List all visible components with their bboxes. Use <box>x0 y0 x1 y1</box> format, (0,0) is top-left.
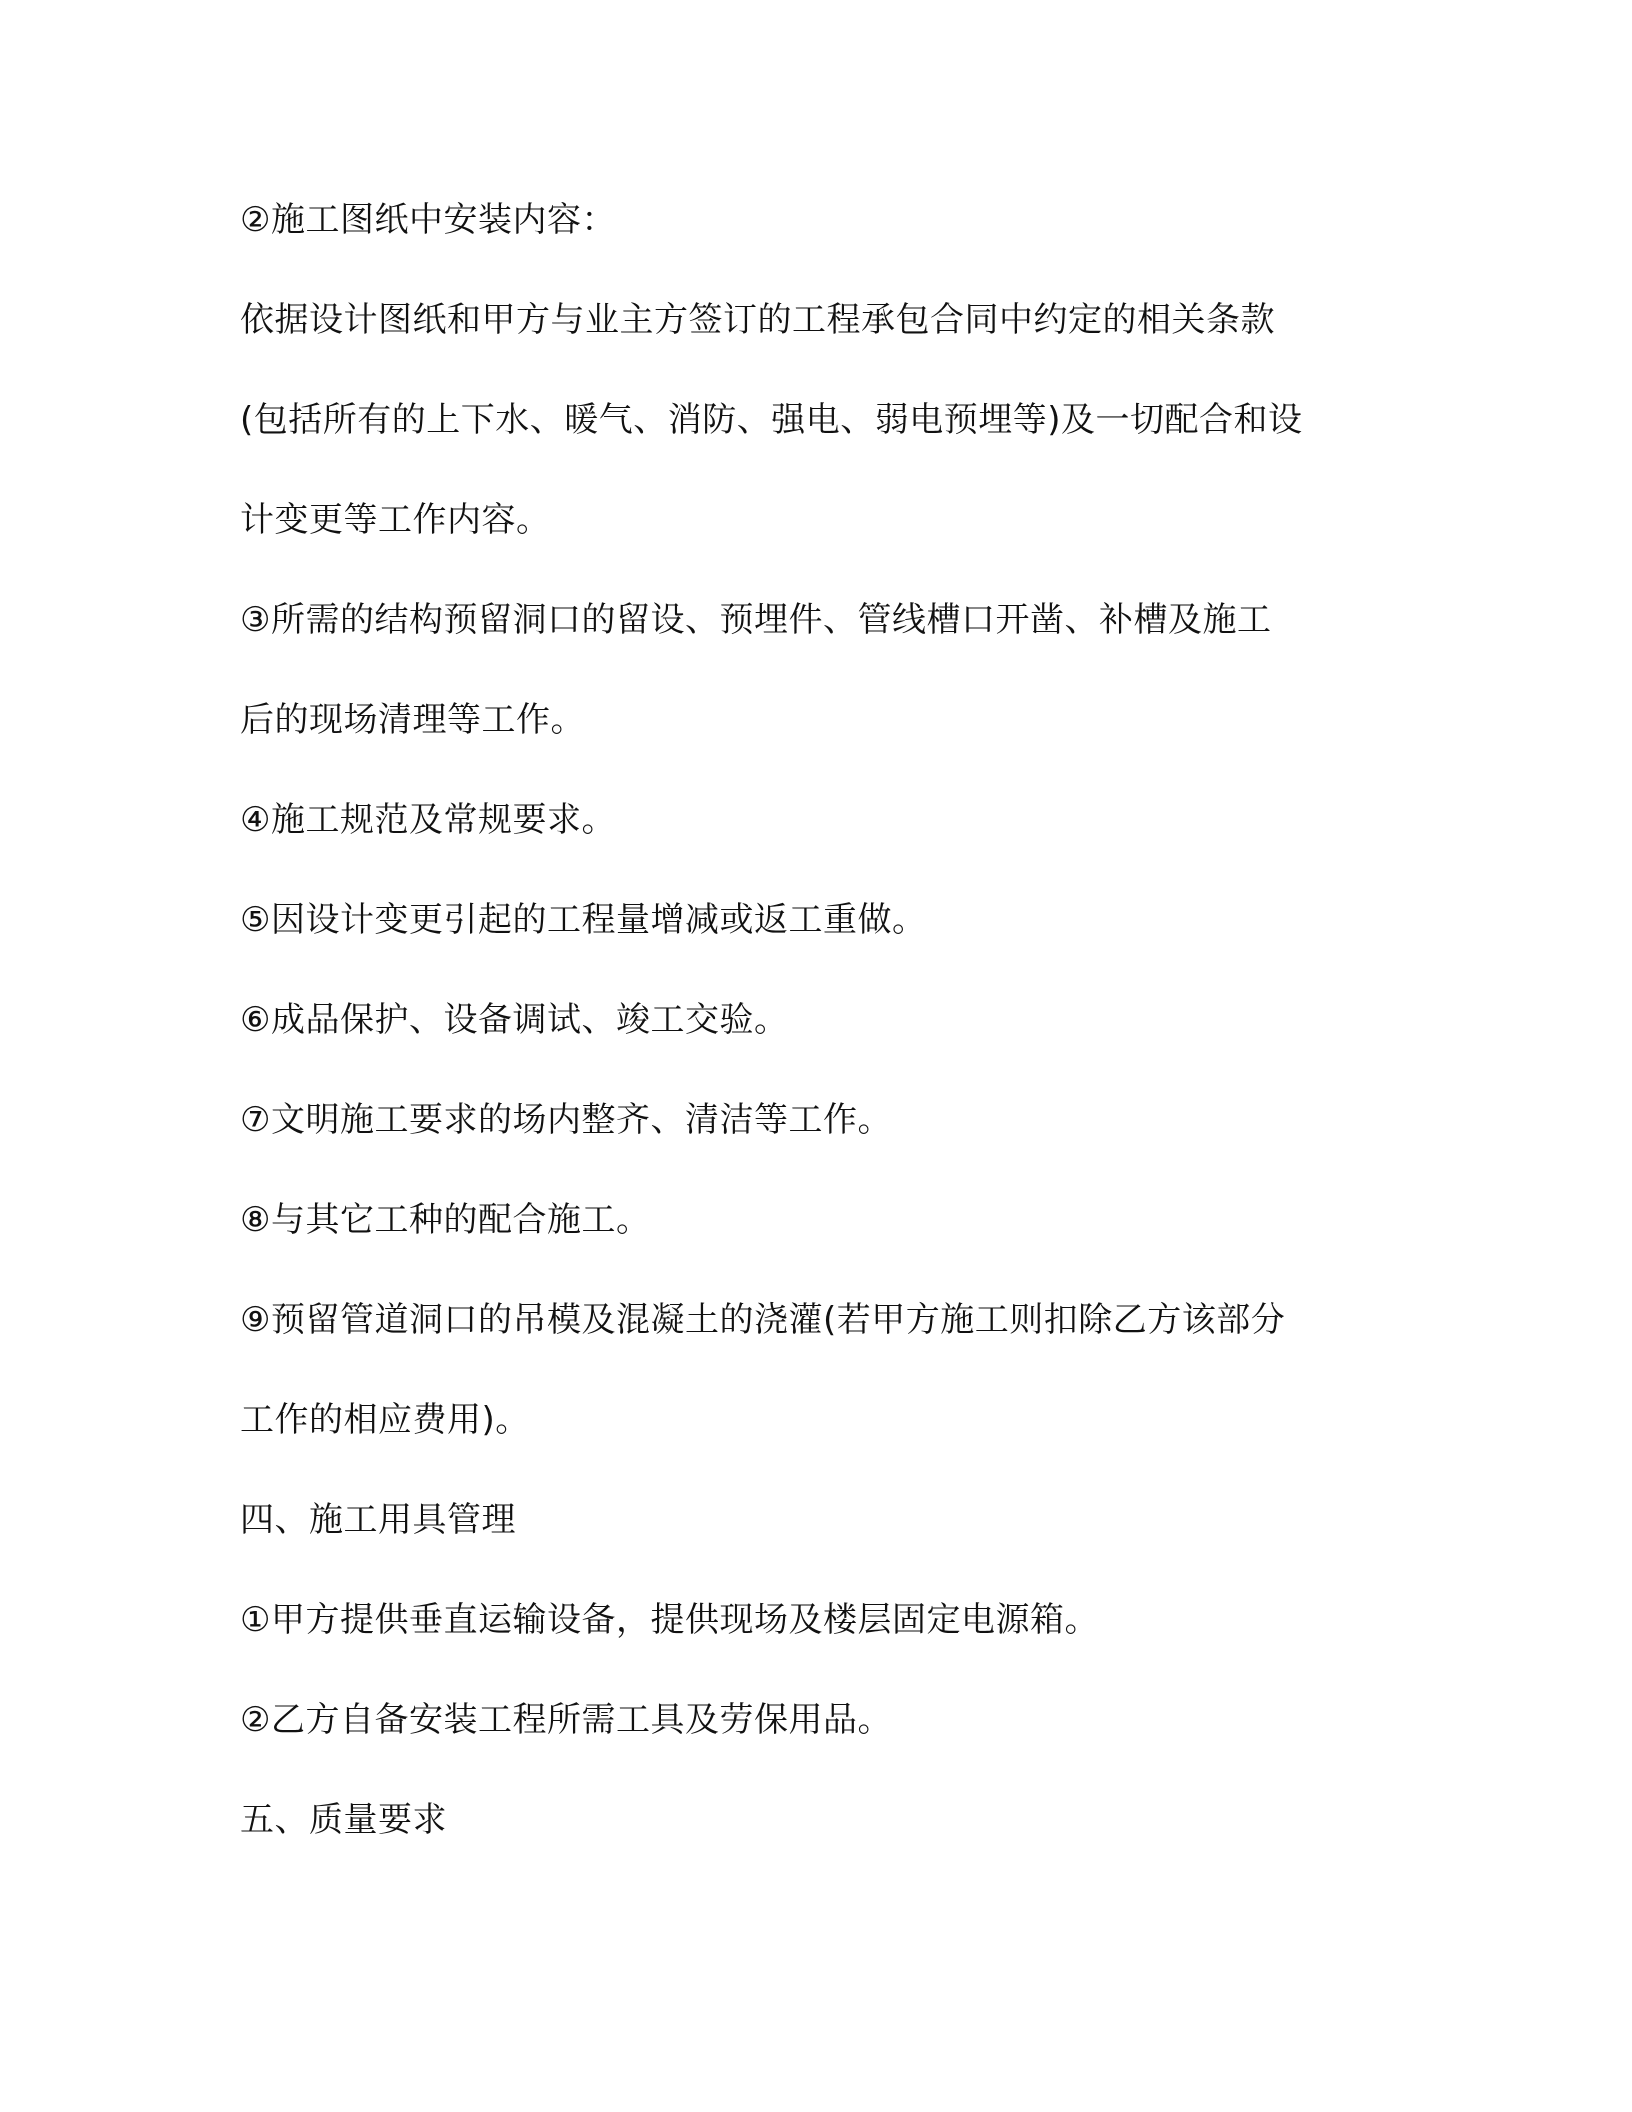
clause-8: ⑧与其它工种的配合施工。 <box>240 1200 651 1240</box>
clause-2-text-line-3: 计变更等工作内容。 <box>240 500 551 540</box>
clause-2-heading: ②施工图纸中安装内容： <box>240 200 616 240</box>
clause-9-line-1: ⑨预留管道洞口的吊模及混凝土的浇灌(若甲方施工则扣除乙方该部分 <box>240 1300 1286 1340</box>
clause-6: ⑥成品保护、设备调试、竣工交验。 <box>240 1000 789 1040</box>
section-5-heading: 五、质量要求 <box>240 1800 447 1840</box>
clause-9-line-2: 工作的相应费用)。 <box>240 1400 530 1440</box>
clause-5: ⑤因设计变更引起的工程量增减或返工重做。 <box>240 900 927 940</box>
section-4-item-1: ①甲方提供垂直运输设备，提供现场及楼层固定电源箱。 <box>240 1600 1099 1640</box>
clause-3-line-2: 后的现场清理等工作。 <box>240 700 585 740</box>
clause-2-text-line-2: (包括所有的上下水、暖气、消防、强电、弱电预埋等)及一切配合和设 <box>240 400 1303 440</box>
section-4-heading: 四、施工用具管理 <box>240 1500 516 1540</box>
clause-7: ⑦文明施工要求的场内整齐、清洁等工作。 <box>240 1100 892 1140</box>
clause-3-line-1: ③所需的结构预留洞口的留设、预埋件、管线槽口开凿、补槽及施工 <box>240 600 1272 640</box>
section-4-item-2: ②乙方自备安装工程所需工具及劳保用品。 <box>240 1700 892 1740</box>
clause-2-text-line-1: 依据设计图纸和甲方与业主方签订的工程承包合同中约定的相关条款 <box>240 300 1275 340</box>
clause-4: ④施工规范及常规要求。 <box>240 800 616 840</box>
